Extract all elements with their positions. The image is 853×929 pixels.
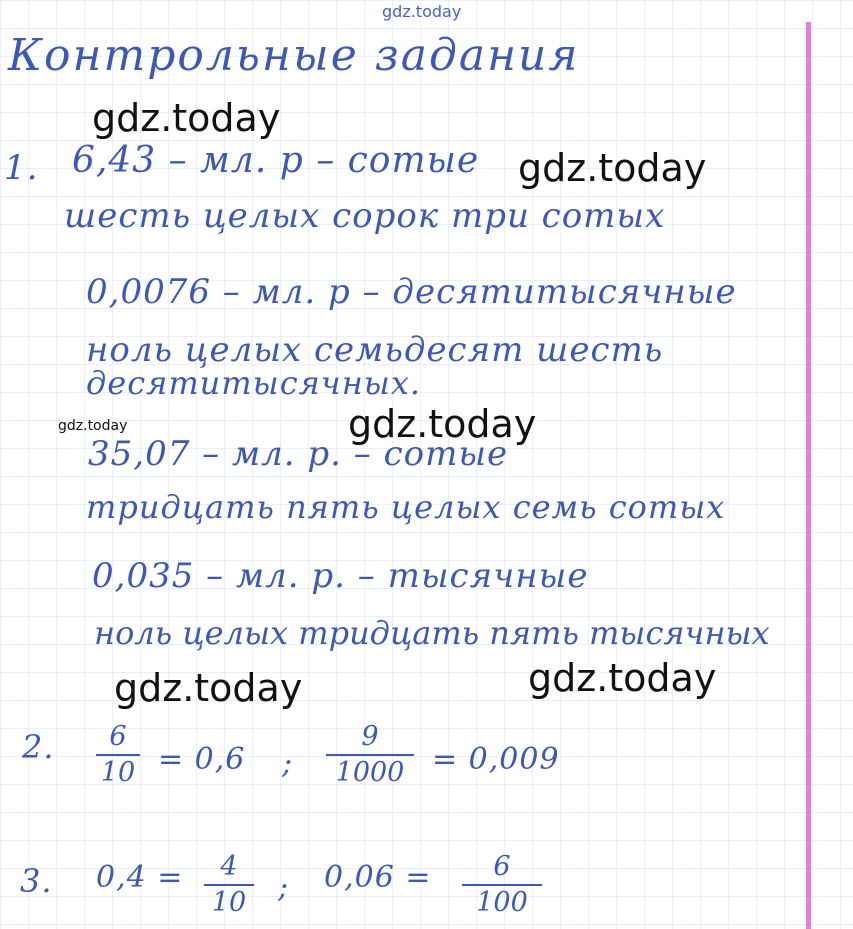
task3-separator: ;: [278, 870, 290, 905]
fraction-bar: [462, 884, 542, 886]
task3-expression-2: 0,06 =: [324, 860, 432, 895]
task1-line: ноль целых семьдесят шесть: [86, 330, 664, 370]
fraction-numerator: 6: [493, 851, 511, 882]
watermark-top: gdz.today: [382, 2, 462, 21]
task2-separator: ;: [282, 746, 294, 781]
notebook-margin-line: [806, 22, 811, 929]
task1-line: 35,07 – мл. р. – сотые: [88, 434, 509, 474]
task1-line: 0,035 – мл. р. – тысячные: [92, 556, 589, 596]
watermark: gdz.today: [92, 96, 281, 140]
task1-number: 1.: [4, 148, 39, 188]
watermark: gdz.today: [528, 656, 717, 700]
fraction-bar: [204, 884, 254, 886]
task1-line: ноль целых тридцать пять тысячных: [94, 614, 770, 652]
watermark: gdz.today: [114, 666, 303, 710]
page-title: Контрольные задания: [8, 30, 580, 81]
fraction-bar: [96, 754, 140, 756]
task1-line: тридцать пять целых семь сотых: [86, 488, 726, 526]
fraction-denominator: 10: [100, 757, 136, 788]
fraction-denominator: 10: [211, 887, 247, 918]
fraction-denominator: 100: [476, 887, 528, 918]
task2-result-1: = 0,6: [158, 742, 246, 777]
task3-number: 3.: [20, 862, 53, 900]
task3-fraction-1: [204, 852, 254, 918]
fraction-numerator: 6: [109, 721, 127, 752]
task3-fraction-2: [462, 852, 542, 918]
task1-line: десятитысячных.: [86, 364, 422, 402]
watermark: gdz.today: [518, 146, 707, 190]
task2-fraction-1: [96, 722, 140, 788]
task2-result-2: = 0,009: [432, 742, 560, 777]
fraction-numerator: 9: [361, 721, 379, 752]
task2-number: 2.: [22, 728, 55, 766]
watermark: gdz.today: [348, 402, 537, 446]
fraction-bar: [326, 754, 414, 756]
fraction-numerator: 4: [220, 851, 238, 882]
task3-expression-1: 0,4 =: [96, 860, 184, 895]
task2-fraction-2: [326, 722, 414, 788]
task1-line: 0,0076 – мл. р – десятитысячные: [86, 272, 737, 312]
task1-line: 6,43 – мл. р – сотые: [72, 140, 480, 181]
task1-line: шесть целых сорок три сотых: [64, 196, 666, 236]
watermark: gdz.today: [58, 418, 128, 434]
fraction-denominator: 1000: [335, 757, 405, 788]
